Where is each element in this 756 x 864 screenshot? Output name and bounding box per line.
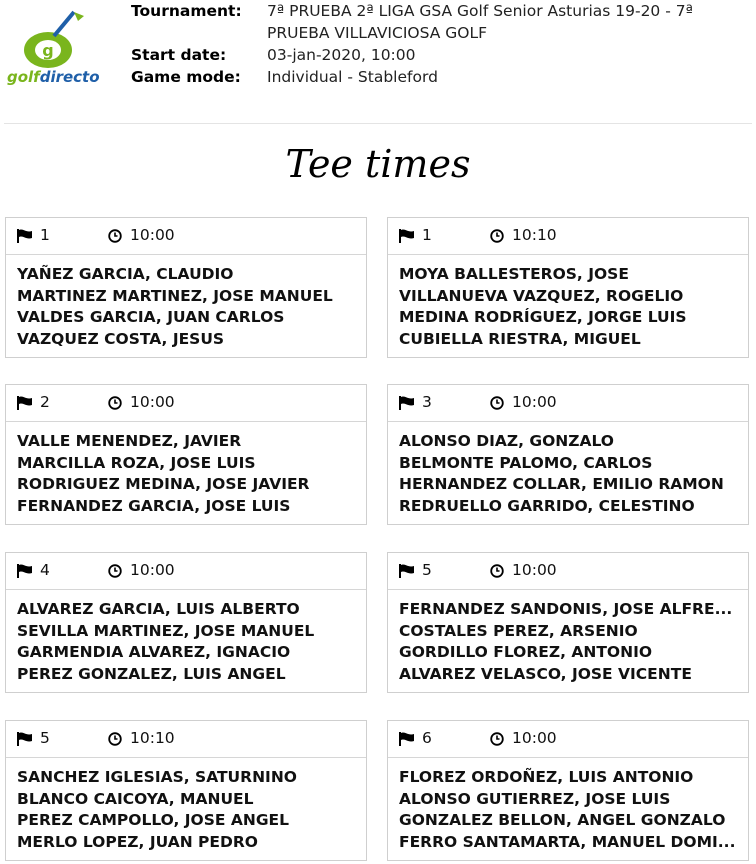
flag-icon bbox=[17, 396, 33, 410]
clock-icon bbox=[108, 732, 122, 746]
tee-time-header bbox=[6, 218, 366, 255]
hole-number: 6 bbox=[422, 729, 432, 747]
player-list bbox=[388, 255, 748, 350]
tee-time: 10:00 bbox=[512, 393, 557, 411]
tee-time: 10:00 bbox=[130, 561, 175, 579]
clock-icon bbox=[108, 229, 122, 243]
player-name: HERNANDEZ COLLAR, EMILIO RAMON bbox=[399, 475, 724, 493]
player-name: GONZALEZ BELLON, ANGEL GONZALO bbox=[399, 811, 726, 829]
player-name: MOYA BALLESTEROS, JOSE bbox=[399, 265, 629, 283]
tee-time-header bbox=[6, 721, 366, 758]
hole-number: 4 bbox=[40, 561, 50, 579]
player-list bbox=[6, 422, 366, 517]
tee-time: 10:00 bbox=[512, 561, 557, 579]
player-name: ALVAREZ GARCIA, LUIS ALBERTO bbox=[17, 600, 300, 618]
clock-icon bbox=[490, 396, 504, 410]
flag-icon bbox=[17, 229, 33, 243]
start-date-value: 03-jan-2020, 10:00 bbox=[267, 46, 416, 64]
tee-time-header bbox=[388, 721, 748, 758]
svg-text:g: g bbox=[42, 41, 54, 60]
player-name: GARMENDIA ALVAREZ, IGNACIO bbox=[17, 643, 291, 661]
player-name: VALLE MENENDEZ, JAVIER bbox=[17, 432, 242, 450]
tee-time: 10:00 bbox=[130, 393, 175, 411]
hole-number: 2 bbox=[40, 393, 50, 411]
tee-time-header bbox=[6, 553, 366, 590]
tee-time-card bbox=[387, 384, 749, 525]
player-list bbox=[6, 758, 366, 853]
tee-time-card bbox=[387, 552, 749, 693]
player-name: VILLANUEVA VAZQUEZ, ROGELIO bbox=[399, 286, 684, 305]
player-list bbox=[388, 422, 748, 517]
clock-icon bbox=[490, 229, 504, 243]
tee-time: 10:10 bbox=[512, 226, 557, 244]
tee-time: 10:10 bbox=[130, 729, 175, 747]
tee-time-card bbox=[5, 720, 367, 861]
game-mode-value: Individual - Stableford bbox=[267, 68, 438, 86]
player-list bbox=[6, 590, 366, 685]
tee-time-card bbox=[387, 720, 749, 861]
clock-icon bbox=[108, 564, 122, 578]
player-name: ALVAREZ VELASCO, JOSE VICENTE bbox=[399, 664, 692, 683]
player-name: FERRO SANTAMARTA, MANUEL DOMI... bbox=[399, 832, 736, 851]
player-name: VAZQUEZ COSTA, JESUS bbox=[17, 329, 225, 348]
hole-number: 5 bbox=[422, 561, 432, 579]
player-name: COSTALES PEREZ, ARSENIO bbox=[399, 621, 638, 640]
player-name: VALDES GARCIA, JUAN CARLOS bbox=[17, 308, 285, 326]
tournament-row bbox=[131, 0, 746, 44]
player-name: RODRIGUEZ MEDINA, JOSE JAVIER bbox=[17, 475, 310, 493]
player-name: FERNANDEZ GARCIA, JOSE LUIS bbox=[17, 496, 291, 515]
tee-time-card bbox=[5, 384, 367, 525]
tournament-value: 7ª PRUEBA 2ª LIGA GSA Golf Senior Asturias 19-20 - 7ª PRUEBA VILLAVICIOSA GOLF bbox=[267, 2, 693, 42]
player-name: GORDILLO FLOREZ, ANTONIO bbox=[399, 643, 653, 661]
start-date-label: Start date: bbox=[131, 46, 227, 64]
tee-time: 10:00 bbox=[512, 729, 557, 747]
tee-time-header bbox=[388, 218, 748, 255]
clock-icon bbox=[108, 396, 122, 410]
player-name: ALONSO DIAZ, GONZALO bbox=[399, 432, 614, 450]
player-list bbox=[388, 590, 748, 685]
tee-time-card bbox=[5, 552, 367, 693]
player-name: BLANCO CAICOYA, MANUEL bbox=[17, 789, 254, 808]
tournament-label: Tournament: bbox=[131, 2, 242, 20]
game-mode-row bbox=[131, 66, 746, 88]
player-list bbox=[388, 758, 748, 853]
tournament-info bbox=[131, 0, 746, 88]
tee-time-header bbox=[388, 385, 748, 422]
golfdirecto-logo[interactable] bbox=[6, 6, 106, 92]
tee-time-card bbox=[5, 217, 367, 358]
hole-number: 3 bbox=[422, 393, 432, 411]
hole-number: 5 bbox=[40, 729, 50, 747]
flag-icon bbox=[399, 229, 415, 243]
player-name: SANCHEZ IGLESIAS, SATURNINO bbox=[17, 768, 297, 786]
player-name: ALONSO GUTIERREZ, JOSE LUIS bbox=[399, 789, 671, 808]
divider bbox=[4, 123, 752, 124]
tee-time-header bbox=[388, 553, 748, 590]
page-title: Tee times bbox=[285, 142, 471, 186]
flag-icon bbox=[17, 732, 33, 746]
flag-icon bbox=[399, 732, 415, 746]
svg-text:golfdirecto: golfdirecto bbox=[7, 68, 100, 86]
start-date-row bbox=[131, 44, 746, 66]
player-list bbox=[6, 255, 366, 350]
player-name: MARTINEZ MARTINEZ, JOSE MANUEL bbox=[17, 286, 333, 305]
tee-time: 10:00 bbox=[130, 226, 175, 244]
player-name: MARCILLA ROZA, JOSE LUIS bbox=[17, 453, 256, 472]
player-name: CUBIELLA RIESTRA, MIGUEL bbox=[399, 329, 641, 348]
clock-icon bbox=[490, 564, 504, 578]
player-name: FERNANDEZ SANDONIS, JOSE ALFRE... bbox=[399, 600, 733, 618]
hole-number: 1 bbox=[40, 226, 50, 244]
player-name: BELMONTE PALOMO, CARLOS bbox=[399, 453, 653, 472]
clock-icon bbox=[490, 732, 504, 746]
player-name: SEVILLA MARTINEZ, JOSE MANUEL bbox=[17, 621, 315, 640]
tee-time-header bbox=[6, 385, 366, 422]
player-name: MEDINA RODRÍGUEZ, JORGE LUIS bbox=[399, 308, 687, 326]
player-name: YAÑEZ GARCIA, CLAUDIO bbox=[17, 265, 234, 283]
hole-number: 1 bbox=[422, 226, 432, 244]
flag-icon bbox=[17, 564, 33, 578]
flag-icon bbox=[399, 396, 415, 410]
player-name: PEREZ CAMPOLLO, JOSE ANGEL bbox=[17, 811, 290, 829]
player-name: FLOREZ ORDOÑEZ, LUIS ANTONIO bbox=[399, 768, 694, 786]
header bbox=[0, 0, 756, 110]
tee-time-card bbox=[387, 217, 749, 358]
game-mode-label: Game mode: bbox=[131, 68, 241, 86]
player-name: REDRUELLO GARRIDO, CELESTINO bbox=[399, 496, 695, 515]
player-name: PEREZ GONZALEZ, LUIS ANGEL bbox=[17, 664, 286, 683]
player-name: MERLO LOPEZ, JUAN PEDRO bbox=[17, 832, 258, 851]
flag-icon bbox=[399, 564, 415, 578]
